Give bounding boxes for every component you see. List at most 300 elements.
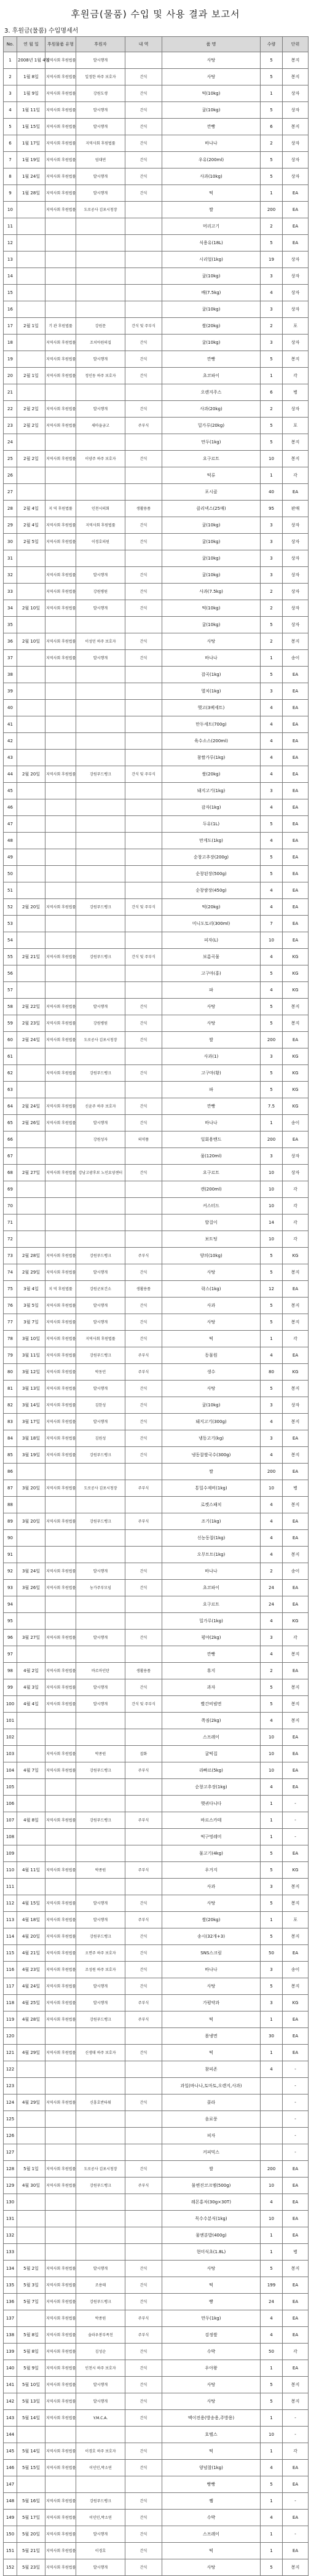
row-type <box>45 1829 76 1845</box>
row-unit: - <box>283 2427 309 2443</box>
row-donor: 강원푸드뱅크 <box>76 1347 125 1364</box>
row-type <box>45 434 76 451</box>
row-donor: 김성순 <box>76 2344 125 2360</box>
col-header: 품 명 <box>162 37 261 52</box>
row-type <box>45 1464 76 1480</box>
row-item: 바나나 <box>162 135 261 152</box>
row-unit: EA <box>283 1845 309 1862</box>
row-date <box>17 434 45 451</box>
row-unit: 봉지 <box>283 2261 309 2277</box>
row-date: 4월 8일 <box>17 1812 45 1829</box>
row-number: 55 <box>4 949 17 965</box>
row-type: 지역사회 후원법률 <box>45 1015 76 1032</box>
row-date: 4월 24일 <box>17 1978 45 1995</box>
row-number: 36 <box>4 633 17 650</box>
row-number: 30 <box>4 534 17 550</box>
row-date: 4월 7일 <box>17 1762 45 1779</box>
row-date: 4월 4일 <box>17 1696 45 1713</box>
row-type <box>45 1048 76 1065</box>
row-date: 4월 3일 <box>17 1679 45 1696</box>
row-type <box>45 716 76 733</box>
row-quantity: 4 <box>261 2061 283 2078</box>
row-item: 두유(1L) <box>162 816 261 833</box>
row-quantity: 3 <box>261 1962 283 1978</box>
row-date <box>17 335 45 351</box>
table-row <box>4 2078 309 2094</box>
row-item: 떡(20kg) <box>162 899 261 916</box>
row-category <box>125 733 162 750</box>
row-donor <box>76 716 125 733</box>
row-date <box>17 301 45 318</box>
table-row <box>4 2011 309 2028</box>
row-date: 3월 20일 <box>17 1480 45 1497</box>
row-date <box>17 1497 45 1513</box>
table-row <box>4 2510 309 2526</box>
row-item: 귤(10kg) <box>162 517 261 534</box>
row-type <box>45 750 76 766</box>
row-number: 146 <box>4 2460 17 2476</box>
row-item: 참피존 <box>162 2061 261 2078</box>
row-number: 93 <box>4 1580 17 1596</box>
row-unit: 상자 <box>283 584 309 600</box>
table-row <box>4 1298 309 1314</box>
row-type: 지역사회 후원법률 <box>45 2294 76 2310</box>
row-type: 지역사회 후원법률 <box>45 351 76 368</box>
row-quantity: 5 <box>261 1314 283 1331</box>
row-donor: 김한성 <box>76 1397 125 1414</box>
table-row <box>4 2443 309 2460</box>
row-unit: EA <box>283 484 309 501</box>
row-type <box>45 2144 76 2161</box>
row-category <box>125 235 162 252</box>
row-date: 2월 27일 <box>17 1165 45 1181</box>
row-quantity: 4 <box>261 2460 283 2476</box>
row-date: 4월 15일 <box>17 1895 45 1912</box>
row-quantity: 4 <box>261 1447 283 1464</box>
row-unit: EA <box>283 1746 309 1762</box>
row-category <box>125 268 162 285</box>
row-item: 사탕 <box>162 1264 261 1281</box>
row-category <box>125 799 162 816</box>
row-type: 지역사회 후원법률 <box>45 1298 76 1314</box>
table-row <box>4 1082 309 1098</box>
row-number: 12 <box>4 235 17 252</box>
row-date: 5월 9일 <box>17 2360 45 2377</box>
table-row <box>4 517 309 534</box>
row-quantity: 5 <box>261 2476 283 2493</box>
row-unit: 포 <box>283 1912 309 1928</box>
row-unit: KG <box>283 1065 309 1082</box>
row-type: 지역사회 후원법률 <box>45 1364 76 1381</box>
row-donor: 강원푸드뱅크 <box>76 1513 125 1530</box>
row-quantity: 4 <box>261 1530 283 1547</box>
table-row <box>4 1845 309 1862</box>
row-date: 3월 13일 <box>17 1381 45 1397</box>
row-item: 빨간비빔면 <box>162 1696 261 1713</box>
row-type <box>45 1215 76 1231</box>
row-donor <box>76 700 125 716</box>
table-row <box>4 750 309 766</box>
row-unit: 상자 <box>283 168 309 185</box>
row-category: 간식 <box>125 2344 162 2360</box>
row-unit: EA <box>283 2476 309 2493</box>
row-quantity: 200 <box>261 1464 283 1480</box>
table-row <box>4 2526 309 2543</box>
donation-table <box>3 36 309 2576</box>
row-donor: 발시행개 <box>76 999 125 1015</box>
row-quantity: 5 <box>261 1862 283 1879</box>
row-type: 지역사회 후원법률 <box>45 1248 76 1264</box>
row-quantity: 5 <box>261 2393 283 2410</box>
row-date <box>17 567 45 584</box>
row-date <box>17 617 45 633</box>
row-item: 바나나 <box>162 650 261 667</box>
row-quantity: 1 <box>261 185 283 202</box>
row-unit: EA <box>283 833 309 849</box>
row-quantity: 10 <box>261 1746 283 1762</box>
row-category: 간식 <box>125 2443 162 2460</box>
row-item: 쌀(20kg) <box>162 1912 261 1928</box>
row-type: 지역사회 후원법률 <box>45 1331 76 1347</box>
row-number: 105 <box>4 1779 17 1796</box>
row-donor <box>76 1198 125 1215</box>
row-unit: EA <box>283 1596 309 1613</box>
row-category: 주부식 <box>125 1347 162 1364</box>
row-date <box>17 2476 45 2493</box>
row-donor: 발시행개 <box>76 1630 125 1646</box>
row-unit: 병 <box>283 2244 309 2261</box>
table-row <box>4 882 309 899</box>
row-unit: 상자 <box>283 285 309 301</box>
row-date: 3월 17일 <box>17 1414 45 1430</box>
row-item: 바나나 <box>162 1563 261 1580</box>
row-quantity: 3 <box>261 335 283 351</box>
row-item: 롤냉면 <box>162 2028 261 2045</box>
row-number: 7 <box>4 152 17 168</box>
row-number: 71 <box>4 1215 17 1231</box>
table-row <box>4 949 309 965</box>
row-date: 3월 26일 <box>17 1580 45 1596</box>
row-number: 37 <box>4 650 17 667</box>
row-quantity: 5 <box>261 617 283 633</box>
row-date: 4월 21일 <box>17 1945 45 1962</box>
row-donor: 도로공사 김포시청장 <box>76 1032 125 1048</box>
row-category: 주부식 <box>125 1248 162 1264</box>
row-donor: 이양주 하주 보호자 <box>76 451 125 467</box>
table-row <box>4 1829 309 1845</box>
row-donor: 강원병원 <box>76 584 125 600</box>
row-quantity: 200 <box>261 1032 283 1048</box>
row-category <box>125 617 162 633</box>
row-donor: 조용태 <box>76 2277 125 2294</box>
row-date: 4월 25일 <box>17 1995 45 2011</box>
row-number: 38 <box>4 667 17 683</box>
row-category <box>125 816 162 833</box>
row-donor: 엄대연 <box>76 152 125 168</box>
table-row <box>4 501 309 517</box>
row-type <box>45 1779 76 1796</box>
row-category: 주부식 <box>125 1995 162 2011</box>
report-page <box>3 0 308 2576</box>
row-number: 4 <box>4 102 17 119</box>
row-number: 132 <box>4 2227 17 2244</box>
row-number: 133 <box>4 2244 17 2261</box>
row-type: 지역사회 후원법률 <box>45 1397 76 1414</box>
row-type: 지역사회 후원법률 <box>45 2161 76 2178</box>
row-number: 140 <box>4 2360 17 2377</box>
row-date <box>17 965 45 982</box>
row-number: 69 <box>4 1181 17 1198</box>
row-quantity: 5 <box>261 1845 283 1862</box>
row-number: 48 <box>4 833 17 849</box>
row-donor <box>76 1547 125 1563</box>
row-donor <box>76 1729 125 1746</box>
row-donor <box>76 833 125 849</box>
row-date: 3월 12일 <box>17 1364 45 1381</box>
row-number: 42 <box>4 733 17 750</box>
row-category: 간식 <box>125 1928 162 1945</box>
row-unit: EA <box>283 733 309 750</box>
row-quantity: 1 <box>261 2543 283 2559</box>
table-row <box>4 1381 309 1397</box>
row-number: 110 <box>4 1862 17 1879</box>
row-number: 88 <box>4 1497 17 1513</box>
row-type <box>45 916 76 932</box>
row-type: 지역사회 후원법률 <box>45 335 76 351</box>
row-date <box>17 484 45 501</box>
row-quantity: 2 <box>261 1663 283 1679</box>
row-type <box>45 2128 76 2144</box>
row-number: 24 <box>4 434 17 451</box>
row-number: 99 <box>4 1679 17 1696</box>
row-category: 간식 <box>125 1630 162 1646</box>
table-header-row <box>4 37 309 52</box>
row-item: 쌀 <box>162 2161 261 2178</box>
table-row <box>4 1065 309 1082</box>
row-donor: 발시행개 <box>76 1563 125 1580</box>
row-unit: 판매 <box>283 501 309 517</box>
col-header: 후원자 <box>76 37 125 52</box>
row-date: 2월 2일 <box>17 418 45 434</box>
row-quantity: 1 <box>261 1812 283 1829</box>
row-donor: 강원푸드뱅크 <box>76 1762 125 1779</box>
row-type <box>45 467 76 484</box>
row-category: 간식 <box>125 368 162 384</box>
table-row <box>4 202 309 218</box>
row-type: 지역사회 후원법률 <box>45 1098 76 1115</box>
row-category: 간식 <box>125 517 162 534</box>
row-date: 3월 14일 <box>17 1397 45 1414</box>
table-row <box>4 1131 309 1148</box>
row-number: 116 <box>4 1962 17 1978</box>
row-category: 주부식 <box>125 2310 162 2327</box>
row-number: 120 <box>4 2028 17 2045</box>
row-number: 124 <box>4 2094 17 2111</box>
row-unit: EA <box>283 1762 309 1779</box>
row-number: 14 <box>4 268 17 285</box>
table-row <box>4 1696 309 1713</box>
row-category <box>125 1082 162 1098</box>
row-number: 26 <box>4 467 17 484</box>
row-date: 2월 1일 <box>17 318 45 335</box>
row-number: 25 <box>4 451 17 467</box>
row-item: 육수소스(200ml) <box>162 733 261 750</box>
row-number: 126 <box>4 2128 17 2144</box>
row-date <box>17 218 45 235</box>
row-number: 33 <box>4 584 17 600</box>
row-number: 98 <box>4 1663 17 1679</box>
row-type: 지역사회 후원법률 <box>45 2310 76 2327</box>
row-item: 요구르트 <box>162 1165 261 1181</box>
table-row <box>4 2211 309 2227</box>
row-category: 간식 <box>125 1962 162 1978</box>
row-quantity: 3 <box>261 1995 283 2011</box>
row-date: 5월 8일 <box>17 2327 45 2344</box>
row-donor: 강원군보건소 <box>76 1281 125 1298</box>
row-category: 간식 <box>125 2510 162 2526</box>
row-category <box>125 1613 162 1630</box>
row-item: 쌀(20kg) <box>162 766 261 783</box>
row-unit: EA <box>283 2460 309 2476</box>
row-unit: EA <box>283 2028 309 2045</box>
row-date <box>17 1646 45 1663</box>
row-date <box>17 882 45 899</box>
row-item: 돼지고기(1kg) <box>162 783 261 799</box>
table-row <box>4 2543 309 2559</box>
table-row <box>4 1580 309 1596</box>
row-item: 귤(10kg) <box>162 1397 261 1414</box>
row-date: 4월 30일 <box>17 2178 45 2194</box>
row-category: 간식 <box>125 335 162 351</box>
row-item: 햇귀다니다 <box>162 1796 261 1812</box>
row-quantity: 200 <box>261 202 283 218</box>
row-item: 요구르트 <box>162 451 261 467</box>
row-type: 지역사회 후원법률 <box>45 2443 76 2460</box>
row-type <box>45 1198 76 1215</box>
row-unit: EA <box>283 1464 309 1480</box>
row-quantity: 5 <box>261 69 283 85</box>
row-unit: 상자 <box>283 85 309 102</box>
row-quantity: 3 <box>261 1397 283 1414</box>
row-type <box>45 484 76 501</box>
col-header: No. <box>4 37 17 52</box>
row-quantity: 50 <box>261 1945 283 1962</box>
row-quantity: 4 <box>261 285 283 301</box>
row-category: 간식 및 주부식 <box>125 949 162 965</box>
row-unit: 각 <box>283 1181 309 1198</box>
row-unit: - <box>283 2128 309 2144</box>
row-unit: 봉지 <box>283 1447 309 1464</box>
row-quantity: 4 <box>261 882 283 899</box>
row-date <box>17 932 45 949</box>
row-unit: 상자 <box>283 1397 309 1414</box>
table-row <box>4 783 309 799</box>
row-date <box>17 202 45 218</box>
row-donor: 발시행개 <box>76 351 125 368</box>
row-number: 53 <box>4 916 17 932</box>
row-date <box>17 2144 45 2161</box>
table-row <box>4 932 309 949</box>
row-quantity: 1 <box>261 1331 283 1347</box>
table-row <box>4 1331 309 1347</box>
row-item: 로켓스패치 <box>162 1497 261 1513</box>
row-type <box>45 2111 76 2128</box>
row-category: 간식 <box>125 567 162 584</box>
row-type <box>45 301 76 318</box>
row-number: 45 <box>4 783 17 799</box>
row-donor: 강원푸드뱅크 <box>76 1248 125 1264</box>
row-quantity: 5 <box>261 1895 283 1912</box>
row-number: 15 <box>4 285 17 301</box>
row-number: 130 <box>4 2194 17 2211</box>
table-row <box>4 1912 309 1928</box>
row-donor: 농가주부모임 <box>76 1580 125 1596</box>
row-date: 5월 17일 <box>17 2510 45 2526</box>
row-date: 2월 23일 <box>17 1015 45 1032</box>
row-quantity: 2 <box>261 1563 283 1580</box>
row-quantity: 1 <box>261 1115 283 1131</box>
table-row <box>4 2393 309 2410</box>
row-unit: EA <box>283 667 309 683</box>
row-donor <box>76 252 125 268</box>
row-category: 간식 및 주부식 <box>125 766 162 783</box>
row-category: 간식 <box>125 2460 162 2476</box>
row-type <box>45 617 76 633</box>
row-unit: KG <box>283 949 309 965</box>
row-number: 96 <box>4 1630 17 1646</box>
row-item: 떡(10kg) <box>162 600 261 617</box>
table-row <box>4 2261 309 2277</box>
row-item: 떡 <box>162 2011 261 2028</box>
row-type: 지역사회 후원법률 <box>45 1762 76 1779</box>
row-quantity: 1 <box>261 1829 283 1845</box>
row-type: 지역사회 후원법률 <box>45 1513 76 1530</box>
row-quantity: 5 <box>261 1082 283 1098</box>
row-number: 113 <box>4 1912 17 1928</box>
row-category: 간식 <box>125 2410 162 2427</box>
row-date: 4월 18일 <box>17 1912 45 1928</box>
table-row <box>4 235 309 252</box>
row-category <box>125 1796 162 1812</box>
row-type: 지역사회 후원법률 <box>45 69 76 85</box>
row-date: 1월 19일 <box>17 152 45 168</box>
table-row <box>4 2094 309 2111</box>
row-donor <box>76 1779 125 1796</box>
row-unit: KG <box>283 1862 309 1879</box>
row-item: 떡 <box>162 2443 261 2460</box>
row-donor: 발시행개 <box>76 1264 125 1281</box>
row-number: 1 <box>4 52 17 69</box>
table-row <box>4 1663 309 1679</box>
table-row <box>4 1148 309 1165</box>
row-date <box>17 716 45 733</box>
row-category <box>125 2144 162 2161</box>
row-type <box>45 1879 76 1895</box>
row-category: 간식 <box>125 2294 162 2310</box>
row-type: 지역사회 후원법률 <box>45 584 76 600</box>
row-item: 바나나 <box>162 1115 261 1131</box>
row-date: 5월 14일 <box>17 2410 45 2427</box>
row-unit: KG <box>283 1613 309 1630</box>
row-donor <box>76 384 125 401</box>
row-type: 지역사회 후원법률 <box>45 52 76 69</box>
row-donor: 바르마인탄 <box>76 1663 125 1679</box>
row-date: 5월 15일 <box>17 2460 45 2476</box>
row-date: 4월 29일 <box>17 2045 45 2061</box>
row-category <box>125 2194 162 2211</box>
row-category <box>125 683 162 700</box>
row-quantity: 7 <box>261 916 283 932</box>
